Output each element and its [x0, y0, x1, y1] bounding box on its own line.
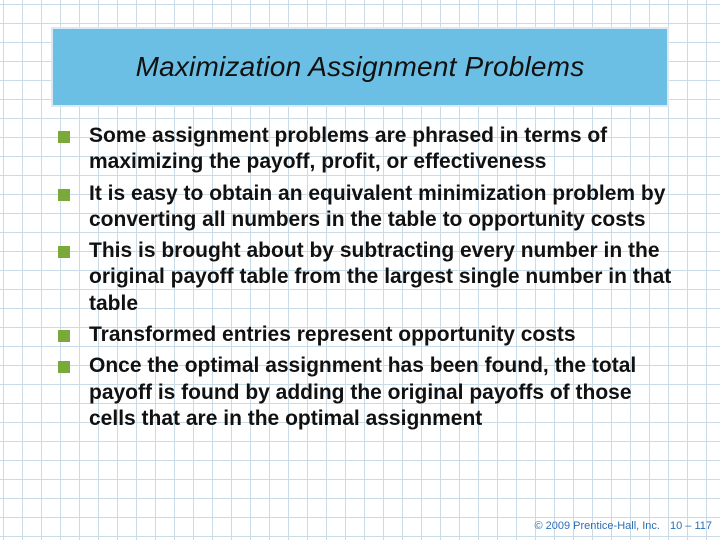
bullet-list	[55, 123, 675, 437]
bullet-text: This is brought about by subtracting every number in the original payoff table from the largest single number in that table	[89, 239, 672, 315]
bullet-item	[55, 181, 675, 234]
square-bullet-icon	[58, 131, 70, 143]
bullet-item	[55, 353, 675, 432]
square-bullet-icon	[58, 189, 70, 201]
bullet-item	[55, 123, 675, 176]
bullet-item	[55, 322, 675, 348]
square-bullet-icon	[58, 246, 70, 258]
slide-footer	[534, 520, 712, 532]
bullet-text: It is easy to obtain an equivalent minimization problem by converting all numbers in the table to opportunity costs	[89, 181, 666, 231]
page-number: 10 – 117	[669, 520, 712, 532]
bullet-text: Some assignment problems are phrased in terms of maximizing the payoff, profit, or effectiveness	[89, 124, 608, 174]
square-bullet-icon	[58, 361, 70, 373]
square-bullet-icon	[58, 330, 70, 342]
copyright-notice: © 2009 Prentice-Hall, Inc.	[534, 520, 660, 532]
bullet-text: Transformed entries represent opportunity costs	[89, 323, 576, 347]
title-bar	[51, 27, 669, 107]
bullet-text: Once the optimal assignment has been found, the total payoff is found by adding the original payoffs of those cells that are in the optimal assignment	[89, 354, 637, 430]
bullet-item	[55, 238, 675, 317]
slide-title: Maximization Assignment Problems	[135, 51, 585, 82]
